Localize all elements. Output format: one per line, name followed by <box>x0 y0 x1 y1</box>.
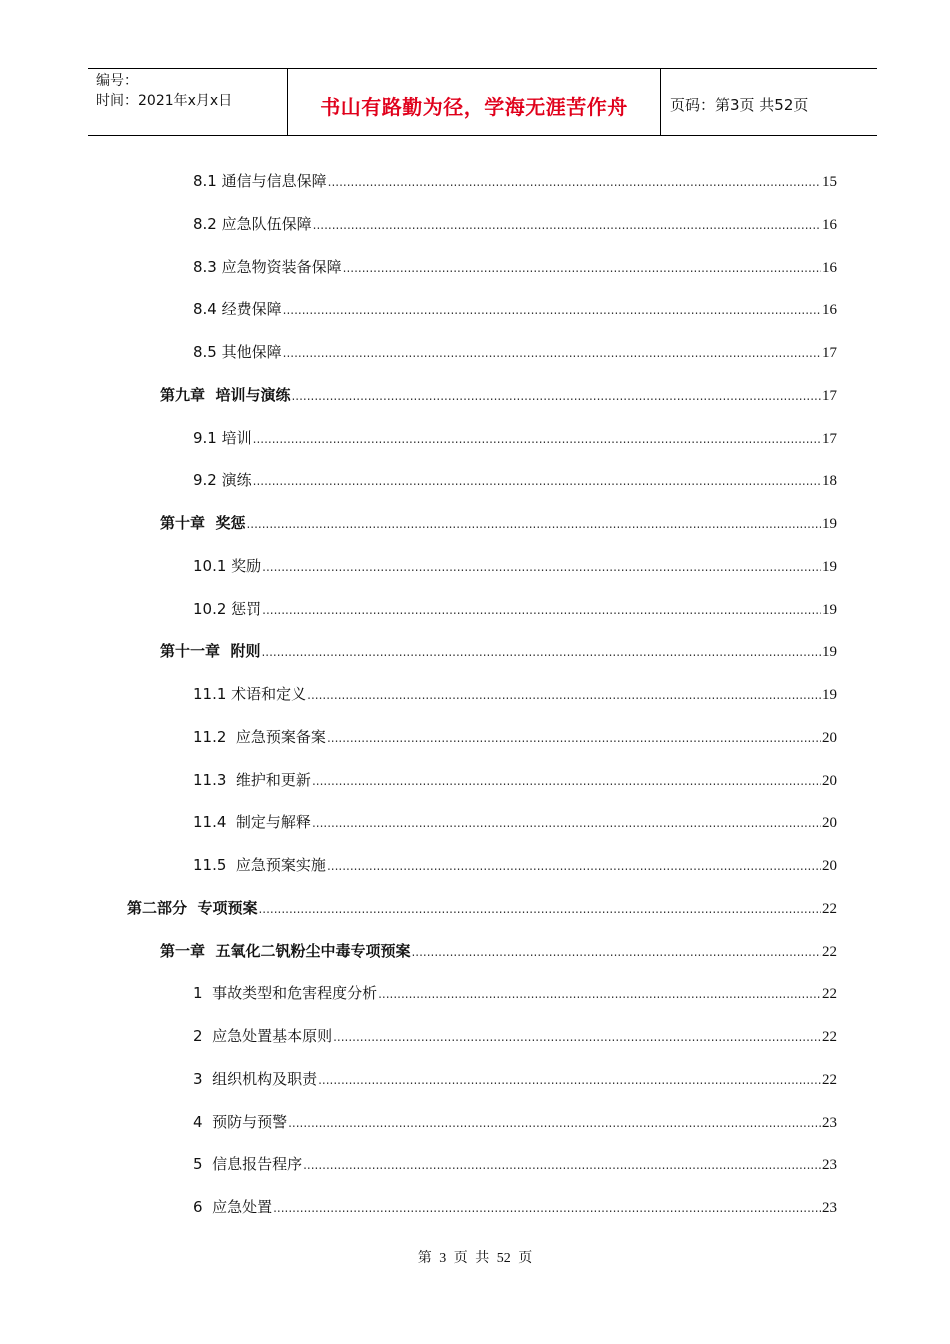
toc-dot-leader <box>312 771 821 791</box>
toc-entry[interactable] <box>193 257 837 277</box>
header-meta <box>96 71 232 111</box>
toc-entry-page: 23 <box>822 1200 837 1216</box>
toc-dot-leader <box>273 1198 821 1218</box>
toc-entry[interactable] <box>193 684 837 704</box>
toc-entry-page: 22 <box>822 1029 837 1045</box>
toc-entry-title: 11.1 术语和定义 <box>193 685 307 703</box>
toc-dot-leader <box>303 1155 821 1175</box>
toc-entry-title: 8.3 应急物资装备保障 <box>193 258 342 276</box>
toc-entry-title: 第一章 五氧化二钒粉尘中毒专项预案 <box>160 942 411 960</box>
toc-entry-title: 3 组织机构及职责 <box>193 1070 318 1088</box>
toc-dot-leader <box>283 343 821 363</box>
page-header <box>88 68 877 136</box>
toc-entry-title: 4 预防与预警 <box>193 1113 288 1131</box>
toc-entry-title: 11.5 应急预案实施 <box>193 856 326 874</box>
toc-entry[interactable] <box>193 556 837 576</box>
toc-entry-page: 18 <box>822 473 837 489</box>
header-divider <box>660 69 661 135</box>
toc-entry[interactable] <box>193 1112 837 1132</box>
toc-entry-page: 20 <box>822 773 837 789</box>
toc-entry-title: 11.4 制定与解释 <box>193 813 311 831</box>
toc-dot-leader <box>343 258 821 278</box>
toc-entry[interactable] <box>193 171 837 191</box>
toc-entry-title: 11.3 维护和更新 <box>193 771 311 789</box>
toc-entry[interactable] <box>160 385 837 405</box>
toc-entry-title: 9.1 培训 <box>193 429 252 447</box>
toc-entry-page: 19 <box>822 687 837 703</box>
toc-entry[interactable] <box>127 898 837 918</box>
toc-entry[interactable] <box>193 599 837 619</box>
toc-dot-leader <box>313 215 821 235</box>
toc-entry[interactable] <box>160 513 837 533</box>
toc-entry-page: 22 <box>822 944 837 960</box>
toc-entry-title: 8.5 其他保障 <box>193 343 282 361</box>
toc-entry-page: 23 <box>822 1115 837 1131</box>
header-motto: 书山有路勤为径，学海无涯苦作舟 <box>320 95 628 119</box>
header-page-info: 页码：第3页 共52页 <box>670 96 809 114</box>
toc-entry-page: 16 <box>822 217 837 233</box>
toc-dot-leader <box>411 942 821 962</box>
toc-dot-leader <box>333 1027 821 1047</box>
toc-dot-leader <box>327 728 821 748</box>
toc-entry-page: 19 <box>822 559 837 575</box>
toc-entry-page: 20 <box>822 858 837 874</box>
toc-entry[interactable] <box>193 214 837 234</box>
toc-dot-leader <box>291 386 821 406</box>
toc-entry-title: 9.2 演练 <box>193 471 252 489</box>
toc-entry-page: 17 <box>822 431 837 447</box>
toc-entry-page: 17 <box>822 388 837 404</box>
toc-entry-title: 第十一章 附则 <box>160 642 261 660</box>
toc-dot-leader <box>328 172 821 192</box>
toc-entry[interactable] <box>193 727 837 747</box>
toc-entry[interactable] <box>193 1069 837 1089</box>
toc-entry-page: 16 <box>822 260 837 276</box>
toc-dot-leader <box>262 557 821 577</box>
toc-entry[interactable] <box>193 299 837 319</box>
toc-dot-leader <box>258 899 821 919</box>
toc-dot-leader <box>327 856 821 876</box>
toc-entry-title: 8.4 经费保障 <box>193 300 282 318</box>
toc-dot-leader <box>307 685 821 705</box>
toc-entry[interactable] <box>160 641 837 661</box>
toc-entry[interactable] <box>193 812 837 832</box>
toc-entry-page: 16 <box>822 302 837 318</box>
toc-entry-title: 11.2 应急预案备案 <box>193 728 326 746</box>
toc-entry[interactable] <box>160 941 837 961</box>
toc-entry-page: 22 <box>822 901 837 917</box>
toc-entry[interactable] <box>193 983 837 1003</box>
toc-entry-title: 5 信息报告程序 <box>193 1155 303 1173</box>
toc-entry-page: 20 <box>822 815 837 831</box>
toc-entry-title: 第十章 奖惩 <box>160 514 246 532</box>
toc-entry[interactable] <box>193 470 837 490</box>
toc-entry-page: 15 <box>822 174 837 190</box>
doc-number-label: 编号： <box>96 73 138 89</box>
toc-entry[interactable] <box>193 342 837 362</box>
toc-entry-title: 10.1 奖励 <box>193 557 262 575</box>
toc-dot-leader <box>253 471 821 491</box>
toc-dot-leader <box>318 1070 821 1090</box>
toc-entry-page: 20 <box>822 730 837 746</box>
toc-entry[interactable] <box>193 428 837 448</box>
toc-entry[interactable] <box>193 1154 837 1174</box>
toc-entry-title: 第二部分 专项预案 <box>127 899 258 917</box>
toc-entry-page: 19 <box>822 602 837 618</box>
toc-dot-leader <box>246 514 821 534</box>
toc-dot-leader <box>253 429 821 449</box>
toc-entry-title: 1 事故类型和危害程度分析 <box>193 984 378 1002</box>
page-footer: 第 3 页 共 52 页 <box>417 1251 533 1266</box>
toc-dot-leader <box>312 813 821 833</box>
toc-entry-page: 19 <box>822 644 837 660</box>
toc-entry-title: 6 应急处置 <box>193 1198 273 1216</box>
toc-dot-leader <box>378 984 821 1004</box>
toc-dot-leader <box>288 1113 821 1133</box>
toc-entry-title: 第九章 培训与演练 <box>160 386 291 404</box>
toc-entry-title: 10.2 惩罚 <box>193 600 262 618</box>
toc-entry[interactable] <box>193 855 837 875</box>
toc-entry-title: 8.2 应急队伍保障 <box>193 215 312 233</box>
toc-entry[interactable] <box>193 1026 837 1046</box>
toc-entry[interactable] <box>193 770 837 790</box>
toc-entry-page: 22 <box>822 986 837 1002</box>
doc-time: 时间：2021年x月x日 <box>96 93 233 109</box>
toc-entry[interactable] <box>193 1197 837 1217</box>
toc-dot-leader <box>261 642 821 662</box>
toc-dot-leader <box>283 300 821 320</box>
toc-entry-title: 2 应急处置基本原则 <box>193 1027 333 1045</box>
toc-entry-page: 19 <box>822 516 837 532</box>
toc-entry-page: 17 <box>822 345 837 361</box>
toc-entry-title: 8.1 通信与信息保障 <box>193 172 327 190</box>
toc-dot-leader <box>262 600 821 620</box>
toc-entry-page: 22 <box>822 1072 837 1088</box>
toc-entry-page: 23 <box>822 1157 837 1173</box>
